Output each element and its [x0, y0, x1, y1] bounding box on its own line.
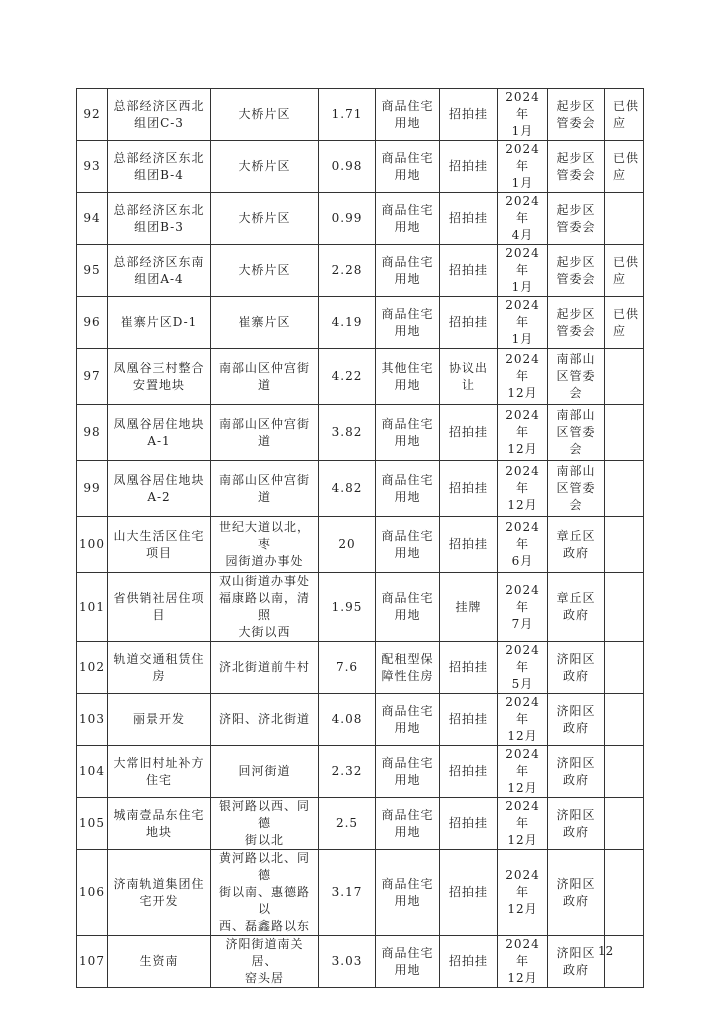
row-number-cell: 96	[77, 297, 108, 349]
area-hectares-cell: 1.71	[319, 89, 376, 141]
table-row	[77, 642, 644, 694]
area-hectares-cell: 1.95	[319, 573, 376, 642]
land-use-cell: 商品住宅 用地	[376, 245, 440, 297]
page-number: 12	[598, 944, 614, 958]
supply-time-cell: 2024年 5月	[498, 642, 548, 694]
table-row	[77, 245, 644, 297]
remark-cell	[605, 746, 644, 798]
area-hectares-cell: 2.32	[319, 746, 376, 798]
project-name-cell: 总部经济区东北 组团B-3	[108, 193, 211, 245]
supply-method-cell: 招拍挂	[440, 193, 498, 245]
land-supply-table	[76, 88, 644, 988]
remark-cell: 已供 应	[605, 245, 644, 297]
area-hectares-cell: 4.19	[319, 297, 376, 349]
supply-time-cell: 2024年 12月	[498, 798, 548, 850]
land-use-cell: 商品住宅 用地	[376, 405, 440, 461]
supply-time-cell: 2024年 1月	[498, 89, 548, 141]
supply-method-cell: 招拍挂	[440, 141, 498, 193]
responsible-agency-cell: 起步区 管委会	[548, 297, 605, 349]
remark-cell	[605, 193, 644, 245]
area-hectares-cell: 4.22	[319, 349, 376, 405]
table-row	[77, 193, 644, 245]
table-row	[77, 141, 644, 193]
area-hectares-cell: 3.17	[319, 850, 376, 936]
responsible-agency-cell: 起步区 管委会	[548, 193, 605, 245]
project-location-cell: 崔寨片区	[211, 297, 319, 349]
supply-time-cell: 2024年 1月	[498, 297, 548, 349]
project-location-cell: 大桥片区	[211, 245, 319, 297]
row-number-cell: 105	[77, 798, 108, 850]
area-hectares-cell: 2.28	[319, 245, 376, 297]
supply-method-cell: 招拍挂	[440, 405, 498, 461]
land-use-cell: 商品住宅 用地	[376, 89, 440, 141]
land-use-cell: 商品住宅 用地	[376, 936, 440, 988]
responsible-agency-cell: 济阳区 政府	[548, 746, 605, 798]
land-use-cell: 商品住宅 用地	[376, 573, 440, 642]
project-name-cell: 凤凰谷三村整合 安置地块	[108, 349, 211, 405]
responsible-agency-cell: 起步区 管委会	[548, 141, 605, 193]
supply-time-cell: 2024年 6月	[498, 517, 548, 573]
row-number-cell: 93	[77, 141, 108, 193]
project-name-cell: 大常旧村址补方 住宅	[108, 746, 211, 798]
land-use-cell: 商品住宅 用地	[376, 297, 440, 349]
area-hectares-cell: 4.82	[319, 461, 376, 517]
row-number-cell: 94	[77, 193, 108, 245]
remark-cell	[605, 405, 644, 461]
table-body	[77, 89, 644, 988]
area-hectares-cell: 7.6	[319, 642, 376, 694]
supply-time-cell: 2024年 12月	[498, 405, 548, 461]
land-use-cell: 商品住宅 用地	[376, 798, 440, 850]
supply-time-cell: 2024年 12月	[498, 461, 548, 517]
project-name-cell: 山大生活区住宅 项目	[108, 517, 211, 573]
responsible-agency-cell: 济阳区 政府	[548, 798, 605, 850]
table-row	[77, 936, 644, 988]
supply-method-cell: 招拍挂	[440, 517, 498, 573]
land-use-cell: 配租型保 障性住房	[376, 642, 440, 694]
supply-time-cell: 2024年 12月	[498, 850, 548, 936]
supply-method-cell: 招拍挂	[440, 798, 498, 850]
land-use-cell: 商品住宅 用地	[376, 141, 440, 193]
land-use-cell: 商品住宅 用地	[376, 517, 440, 573]
project-name-cell: 凤凰谷居住地块 A-2	[108, 461, 211, 517]
supply-time-cell: 2024年 12月	[498, 746, 548, 798]
project-name-cell: 省供销社居住项 目	[108, 573, 211, 642]
area-hectares-cell: 0.98	[319, 141, 376, 193]
supply-method-cell: 挂牌	[440, 573, 498, 642]
project-location-cell: 南部山区仲宫街 道	[211, 349, 319, 405]
project-name-cell: 总部经济区东南 组团A-4	[108, 245, 211, 297]
project-name-cell: 济南轨道集团住 宅开发	[108, 850, 211, 936]
area-hectares-cell: 3.82	[319, 405, 376, 461]
responsible-agency-cell: 章丘区 政府	[548, 573, 605, 642]
project-location-cell: 南部山区仲宫街 道	[211, 461, 319, 517]
project-location-cell: 银河路以西、同德 街以北	[211, 798, 319, 850]
supply-time-cell: 2024年 12月	[498, 349, 548, 405]
area-hectares-cell: 3.03	[319, 936, 376, 988]
land-use-cell: 商品住宅 用地	[376, 746, 440, 798]
supply-method-cell: 招拍挂	[440, 746, 498, 798]
supply-method-cell: 招拍挂	[440, 89, 498, 141]
remark-cell	[605, 798, 644, 850]
supply-time-cell: 2024年 4月	[498, 193, 548, 245]
row-number-cell: 103	[77, 694, 108, 746]
table-row	[77, 694, 644, 746]
table-row	[77, 89, 644, 141]
project-location-cell: 南部山区仲宫街 道	[211, 405, 319, 461]
table-row	[77, 461, 644, 517]
table-row	[77, 573, 644, 642]
row-number-cell: 101	[77, 573, 108, 642]
area-hectares-cell: 0.99	[319, 193, 376, 245]
supply-time-cell: 2024年 1月	[498, 141, 548, 193]
project-name-cell: 凤凰谷居住地块 A-1	[108, 405, 211, 461]
supply-time-cell: 2024年 7月	[498, 573, 548, 642]
row-number-cell: 92	[77, 89, 108, 141]
row-number-cell: 104	[77, 746, 108, 798]
row-number-cell: 97	[77, 349, 108, 405]
row-number-cell: 106	[77, 850, 108, 936]
project-name-cell: 生资南	[108, 936, 211, 988]
responsible-agency-cell: 南部山 区管委 会	[548, 461, 605, 517]
table-row	[77, 798, 644, 850]
supply-time-cell: 2024年 12月	[498, 694, 548, 746]
table-row	[77, 850, 644, 936]
project-name-cell: 崔寨片区D-1	[108, 297, 211, 349]
row-number-cell: 100	[77, 517, 108, 573]
remark-cell: 已供 应	[605, 297, 644, 349]
project-location-cell: 大桥片区	[211, 89, 319, 141]
supply-method-cell: 招拍挂	[440, 936, 498, 988]
land-use-cell: 其他住宅 用地	[376, 349, 440, 405]
supply-time-cell: 2024年 12月	[498, 936, 548, 988]
responsible-agency-cell: 济阳区 政府	[548, 694, 605, 746]
project-name-cell: 丽景开发	[108, 694, 211, 746]
area-hectares-cell: 2.5	[319, 798, 376, 850]
responsible-agency-cell: 南部山 区管委 会	[548, 349, 605, 405]
project-name-cell: 总部经济区东北 组团B-4	[108, 141, 211, 193]
supply-time-cell: 2024年 1月	[498, 245, 548, 297]
land-use-cell: 商品住宅 用地	[376, 461, 440, 517]
area-hectares-cell: 4.08	[319, 694, 376, 746]
project-location-cell: 济阳街道南关居、 窑头居	[211, 936, 319, 988]
supply-method-cell: 招拍挂	[440, 642, 498, 694]
remark-cell	[605, 461, 644, 517]
supply-method-cell: 招拍挂	[440, 297, 498, 349]
remark-cell	[605, 642, 644, 694]
responsible-agency-cell: 南部山 区管委 会	[548, 405, 605, 461]
project-location-cell: 济阳、济北街道	[211, 694, 319, 746]
remark-cell	[605, 517, 644, 573]
project-location-cell: 双山街道办事处 福康路以南，清照 大街以西	[211, 573, 319, 642]
supply-method-cell: 招拍挂	[440, 461, 498, 517]
row-number-cell: 102	[77, 642, 108, 694]
row-number-cell: 98	[77, 405, 108, 461]
project-location-cell: 世纪大道以北，枣 园街道办事处	[211, 517, 319, 573]
supply-method-cell: 招拍挂	[440, 850, 498, 936]
project-location-cell: 济北街道前牛村	[211, 642, 319, 694]
project-location-cell: 回河街道	[211, 746, 319, 798]
responsible-agency-cell: 起步区 管委会	[548, 245, 605, 297]
remark-cell	[605, 850, 644, 936]
table-row	[77, 746, 644, 798]
responsible-agency-cell: 济阳区 政府	[548, 850, 605, 936]
remark-cell	[605, 573, 644, 642]
project-location-cell: 大桥片区	[211, 193, 319, 245]
row-number-cell: 95	[77, 245, 108, 297]
responsible-agency-cell: 济阳区 政府	[548, 936, 605, 988]
responsible-agency-cell: 章丘区 政府	[548, 517, 605, 573]
project-name-cell: 总部经济区西北 组团C-3	[108, 89, 211, 141]
land-use-cell: 商品住宅 用地	[376, 850, 440, 936]
project-location-cell: 大桥片区	[211, 141, 319, 193]
project-name-cell: 轨道交通租赁住 房	[108, 642, 211, 694]
land-use-cell: 商品住宅 用地	[376, 193, 440, 245]
responsible-agency-cell: 起步区 管委会	[548, 89, 605, 141]
remark-cell: 已供 应	[605, 89, 644, 141]
remark-cell: 已供 应	[605, 141, 644, 193]
remark-cell	[605, 694, 644, 746]
row-number-cell: 107	[77, 936, 108, 988]
supply-method-cell: 招拍挂	[440, 245, 498, 297]
table-row	[77, 349, 644, 405]
row-number-cell: 99	[77, 461, 108, 517]
area-hectares-cell: 20	[319, 517, 376, 573]
responsible-agency-cell: 济阳区 政府	[548, 642, 605, 694]
table-row	[77, 405, 644, 461]
supply-method-cell: 协议出 让	[440, 349, 498, 405]
land-use-cell: 商品住宅 用地	[376, 694, 440, 746]
remark-cell	[605, 349, 644, 405]
table-row	[77, 297, 644, 349]
supply-method-cell: 招拍挂	[440, 694, 498, 746]
project-name-cell: 城南壹品东住宅 地块	[108, 798, 211, 850]
table-row	[77, 517, 644, 573]
project-location-cell: 黄河路以北、同德 街以南、惠德路以 西、磊鑫路以东	[211, 850, 319, 936]
